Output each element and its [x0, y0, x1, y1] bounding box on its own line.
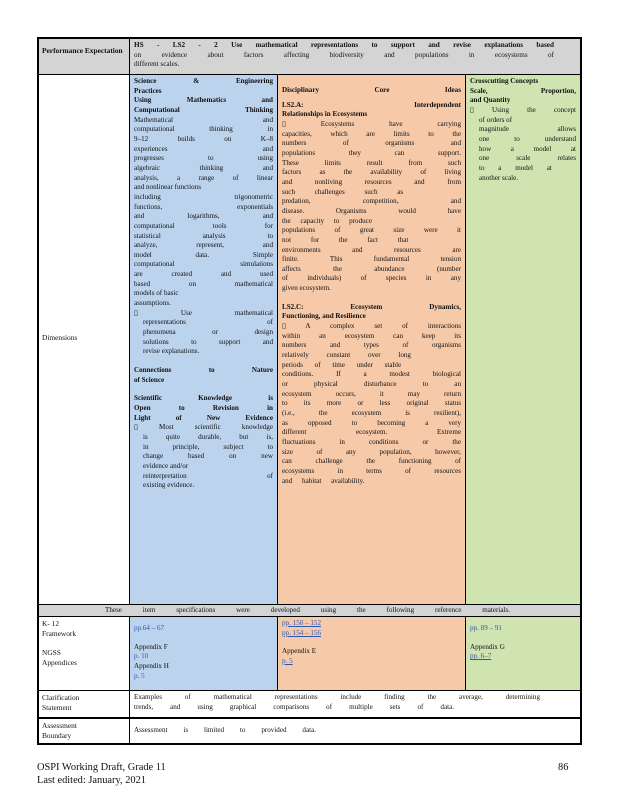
k12-dci-pages[interactable]: pp. 154 – 156 [282, 628, 322, 637]
clarification-line: Examples of mathematical representations include finding the average, determining [134, 693, 540, 701]
sk-line: existing evidence. [143, 481, 195, 490]
references-label-cell [39, 617, 130, 690]
ccc-references [466, 617, 580, 690]
k12-label: K- 12 [42, 619, 60, 628]
ls2c-line: ▯ A complex set of interactions [282, 322, 461, 331]
ls2a-line: such challenges such as [282, 187, 404, 196]
sep-body-line: computational tools for [134, 221, 273, 230]
sep-body-line: model data. Simple [134, 250, 273, 259]
sk-body [134, 423, 273, 491]
ls2a-heading: Relationships in Ecosystems [282, 110, 368, 119]
sep-body-line: 9–12 builds on K–8 [134, 134, 273, 143]
ls2a-line: populations they can support. [282, 148, 461, 157]
sep-body-line: statistical analysis to [134, 231, 273, 240]
sep-body-line: analysis, a range of linear [134, 173, 273, 182]
ls2a-heading: LS2.A: Interdependent [282, 100, 461, 109]
ls2a-line: populations of great size were it [282, 226, 461, 235]
connections-heading: of Science [134, 375, 165, 384]
ls2c-line: as opposed to becoming a very [282, 418, 461, 427]
ngss-dci-page[interactable]: p. 5 [282, 656, 293, 665]
pe-line: on evidence about factors affecting biodiversity and populations in ecosystems of [134, 50, 554, 59]
ls2a-line: affects the abundance (number [282, 264, 461, 273]
clarification-label-line: Statement [42, 702, 72, 712]
reference-note-row [39, 605, 580, 617]
clarification-line: trends, and using graphical comparisons of multiple sets of data. [134, 702, 454, 711]
references-row [39, 617, 580, 691]
ccc-subheading: Scale, Proportion, [470, 86, 576, 95]
sep-subheading: Using Mathematics and [134, 96, 273, 105]
assessment-label-line: Assessment [42, 721, 77, 730]
sep-body-line: assumptions. [134, 299, 171, 308]
ls2a-line: numbers of organisms and [282, 139, 461, 148]
sep-bullet-line: ▯ Use mathematical [134, 308, 273, 317]
ls2c-heading: LS2.C: Ecosystem Dynamics, [282, 302, 461, 311]
ls2c-line: (i.e., the ecosystem is resilient), [282, 409, 461, 417]
ls2a-line: and nonliving resources and from [282, 177, 461, 186]
pe-line: HS - LS2 - 2 Use mathematical representations to support and revise explanations based [134, 41, 554, 49]
ls2a-line: disease. Organisms would have [282, 206, 461, 215]
sep-heading: Practices [134, 86, 162, 95]
ls2a-line: not for the fact that [282, 235, 409, 244]
sep-body-line: and logarithms, and [134, 212, 273, 221]
ls2c-line: numbers and types of organisms [282, 341, 461, 350]
assessment-label-line: Boundary [42, 730, 72, 740]
ccc-line: to a model at [479, 163, 552, 172]
sep-body-line: algebraic thinking and [134, 163, 273, 172]
sk-heading: Light of New Evidence [134, 413, 273, 422]
ngss-sep-page[interactable]: p. 5 [134, 671, 145, 680]
ls2c-line: ecosystems in terms of resources [282, 466, 461, 475]
sep-subheading: Computational Thinking [134, 105, 273, 114]
ls2a-line: finite. This fundamental tension [282, 255, 461, 264]
footer-draft-label: OSPI Working Draft, Grade 11 [37, 762, 166, 773]
clarification-label-line: Clarification [42, 693, 80, 702]
performance-expectation-text [134, 41, 554, 70]
ls2c-line: or physical disturbance to an [282, 380, 461, 389]
ccc-subheading: and Quantity [470, 96, 511, 105]
k12-label: Framework [42, 628, 77, 638]
dci-heading: Disciplinary Core Ideas [282, 86, 461, 94]
ls2a-line: These limits result from such [282, 158, 461, 167]
item-specification-table [37, 37, 582, 745]
sep-body-line: analyze, represent, and [134, 241, 273, 250]
clarification-label [39, 691, 130, 717]
ls2a-line: factors as the availability of living [282, 168, 461, 177]
sep-body-line: computational thinking in [134, 125, 273, 134]
footer-last-edited: Last edited: January, 2021 [37, 775, 146, 786]
ls2c-line: within an ecosystem can keep its [282, 331, 461, 340]
ngss-sep-page[interactable]: p. 10 [134, 652, 149, 661]
ls2c-line: conditions. If a modest biological [282, 370, 461, 379]
dci-references [278, 617, 466, 690]
sep-body-line: and nonlinear functions [134, 183, 201, 192]
ls2c-line: ecosystem occurs, it may return [282, 389, 461, 398]
dimensions-row [39, 75, 580, 605]
connections-heading: Connections to Nature [134, 366, 273, 375]
ls2c-line: different ecosystem. Extreme [282, 428, 461, 437]
ls2a-body [282, 120, 461, 294]
sep-references [130, 617, 278, 690]
sep-body-line: based on mathematical [134, 279, 273, 288]
performance-expectation-row [39, 39, 580, 75]
sep-body-line: experiences and [134, 144, 273, 153]
ls2a-line: ▯ Ecosystems have carrying [282, 119, 461, 128]
footer-left [37, 761, 166, 787]
performance-expectation-label: Performance Expectation [39, 39, 130, 74]
assessment-row [39, 719, 580, 745]
ngss-ccc-page[interactable]: pp. 6–7 [470, 652, 492, 661]
ccc-line: how a model at [479, 144, 576, 153]
page-number: 86 [558, 762, 569, 773]
clarification-row [39, 691, 580, 719]
ls2a-line: capacities, which are limits to the [282, 129, 461, 138]
sep-body-line: computational simulations [134, 260, 273, 269]
ls2c-line: size of any population, however, [282, 447, 461, 456]
ccc-line: one to understand [479, 134, 576, 143]
sep-body-line: models of basic [134, 289, 179, 298]
k12-dci-pages[interactable]: pp. 150 – 152 [282, 619, 322, 627]
sep-bullet-line: representations of [143, 318, 273, 327]
ls2a-line: the capacity to produce [282, 216, 372, 225]
assessment-label [39, 719, 130, 745]
sep-bullet [134, 309, 273, 357]
ls2c-heading: Functioning, and Resilience [282, 312, 366, 321]
ccc-line: one scale relates [479, 154, 576, 163]
sk-line: is quite durable, but is, [143, 432, 273, 441]
ls2a-line: of individuals) of species in any [282, 274, 461, 283]
sep-bullet-line: revise explanations. [143, 347, 200, 356]
ls2a-line: given ecosystem. [282, 284, 331, 293]
ngss-sep-appendix: Appendix F [134, 642, 168, 651]
ls2c-line: and habitat availability. [282, 476, 365, 485]
ls2c-line: to its more or less original status [282, 399, 461, 408]
ngss-label: NGSS [42, 648, 61, 658]
ls2c-body [282, 322, 461, 486]
ngss-dci-appendix: Appendix E [282, 647, 317, 656]
sep-body [134, 116, 273, 309]
ls2c-line: fluctuations in conditions or the [282, 437, 461, 446]
dci-column [278, 75, 466, 604]
ccc-line: magnitude allows [479, 125, 576, 134]
ngss-sep-appendix: Appendix H [134, 661, 169, 670]
assessment-text: Assessment is limited to provided data. [134, 726, 316, 734]
ls2a-line: predation, competition, and [282, 197, 461, 206]
sep-body-line: Mathematical and [134, 115, 273, 124]
sk-heading: Open to Revision in [134, 404, 273, 412]
sk-line: reinterpretation of [143, 471, 273, 480]
reference-note: These item specifications were developed using the following reference materials. [105, 606, 510, 614]
k12-sep-pages[interactable]: pp.64 – 67 [134, 624, 165, 632]
sep-bullet-line: phenomena or design [143, 328, 273, 337]
sep-bullet-line: solutions to support and [143, 337, 273, 346]
clarification-text [134, 693, 540, 712]
ls2a-line: environments and resources are [282, 245, 461, 254]
sep-column [130, 75, 278, 604]
ls2c-line: relatively constant over long [282, 351, 411, 360]
ls2c-line: can challenge the functioning of [282, 457, 461, 466]
sk-line: change based on new [143, 452, 273, 461]
ngss-ccc-appendix: Appendix G [470, 642, 505, 651]
sk-line: ▯ Most scientific knowledge [134, 423, 273, 432]
sep-body-line: are created and used [134, 270, 273, 279]
pe-line: different scales. [134, 60, 180, 69]
ccc-line: another scale. [479, 173, 518, 182]
sk-line: in principle, subject to [143, 442, 273, 451]
sk-line: evidence and/or [143, 461, 189, 470]
ccc-column [466, 75, 580, 604]
sk-heading: Scientific Knowledge is [134, 394, 273, 403]
k12-ccc-pages[interactable]: pp. 89 – 91 [470, 624, 502, 632]
dimensions-label: Dimensions [39, 75, 130, 604]
ls2c-line: periods of time under stable [282, 360, 402, 369]
ngss-label: Appendices [42, 657, 77, 667]
sep-body-line: progresses to using [134, 154, 273, 163]
sep-heading: Science & Engineering [134, 77, 273, 85]
sep-body-line: functions, exponentials [134, 202, 273, 211]
ccc-body [470, 106, 576, 183]
ccc-heading: Crosscutting Concepts [470, 77, 539, 85]
sep-body-line: including trigonometric [134, 192, 273, 201]
ccc-line: ▯ Using the concept [470, 105, 576, 114]
ccc-line: of orders of [479, 115, 513, 124]
